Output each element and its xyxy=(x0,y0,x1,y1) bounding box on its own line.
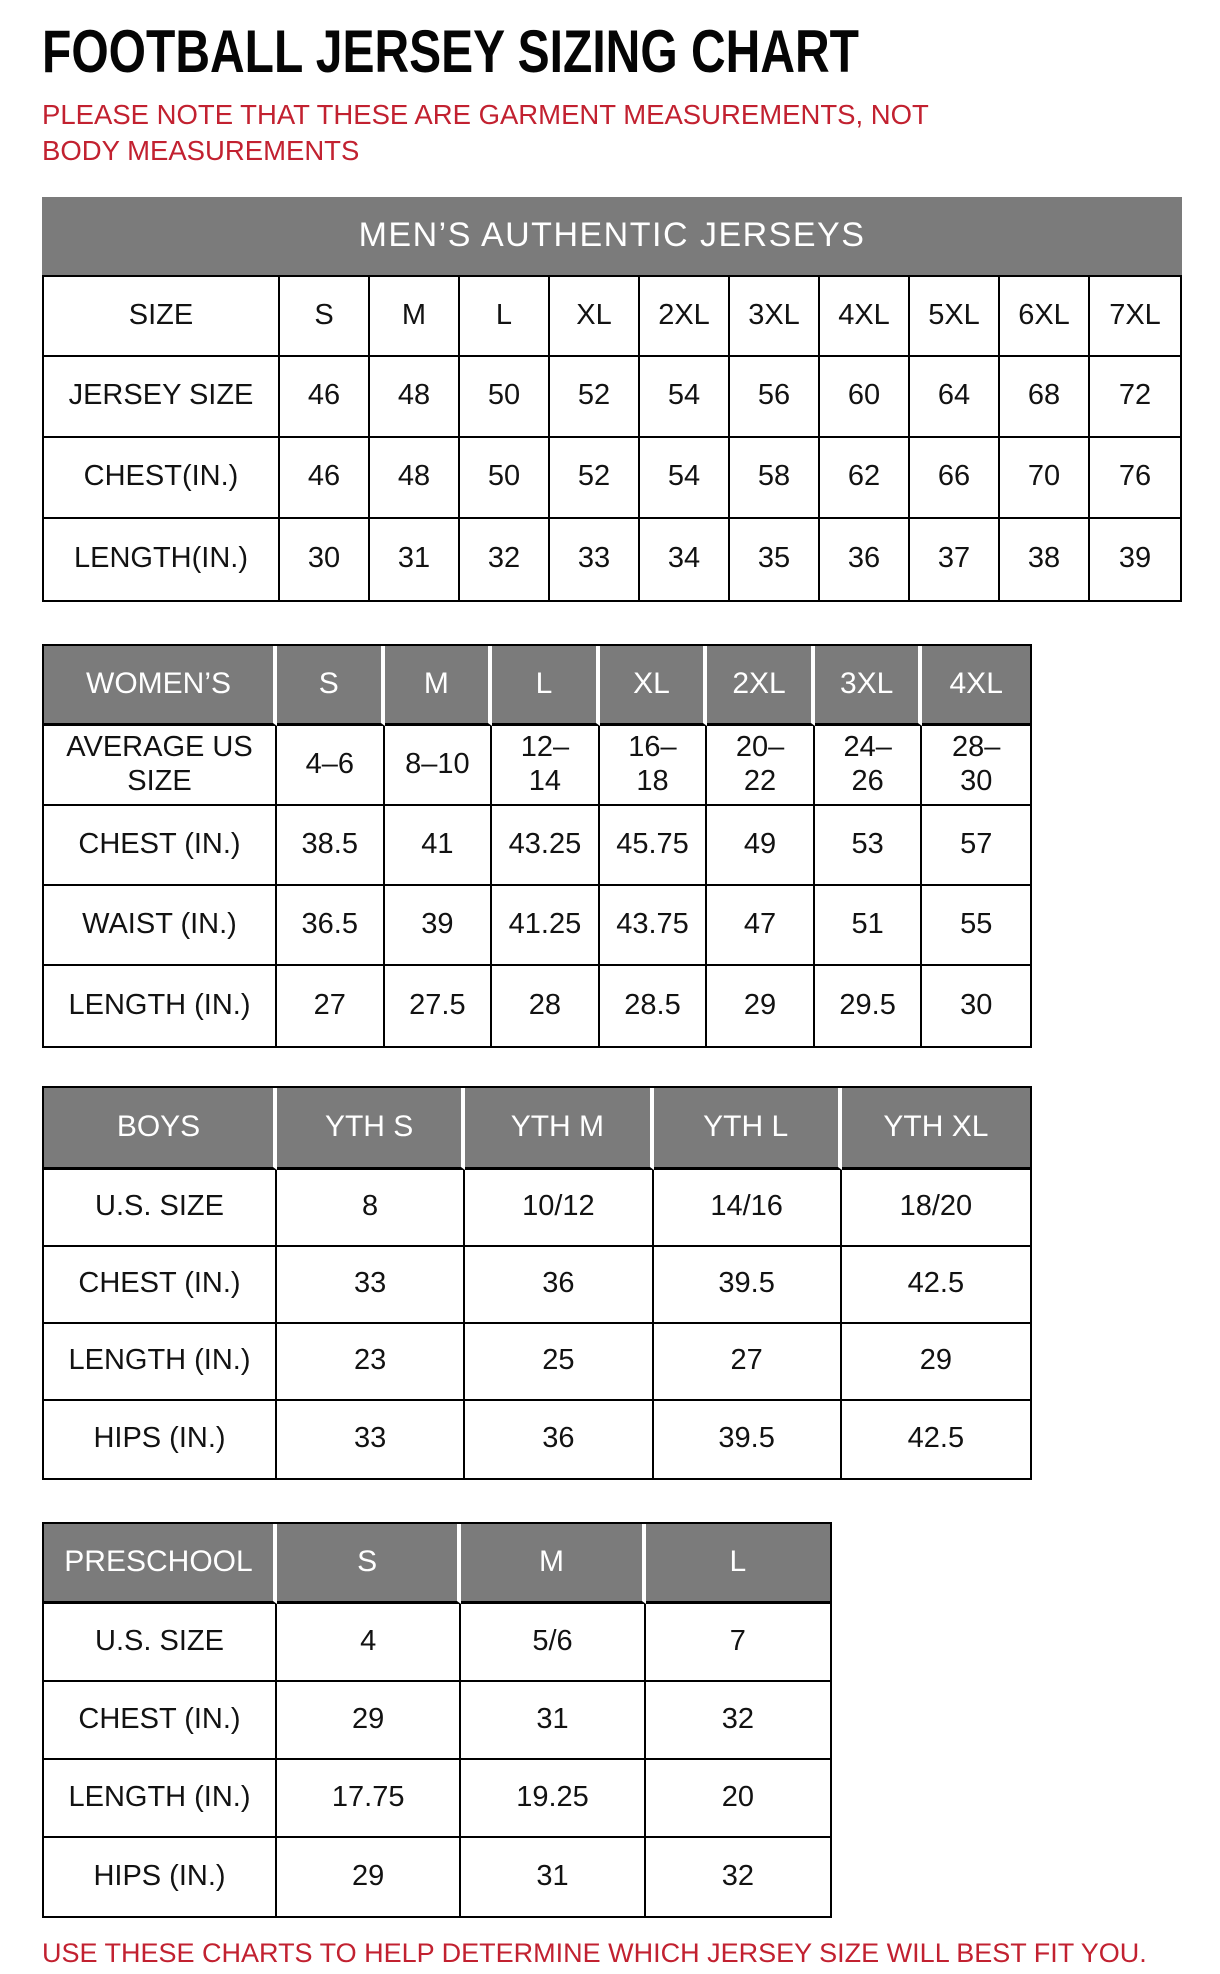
preschool-column-header: M xyxy=(461,1524,645,1604)
mens-value-cell: 76 xyxy=(1090,438,1180,519)
womens-value-cell: 28 xyxy=(492,966,600,1046)
preschool-value-cell: 7 xyxy=(646,1604,830,1682)
page-title: FOOTBALL JERSEY SIZING CHART xyxy=(42,18,859,85)
womens-column-header: 3XL xyxy=(815,646,923,726)
boys-column-header: YTH XL xyxy=(842,1088,1030,1170)
womens-value-cell: 38.5 xyxy=(277,806,385,886)
womens-value-cell: 49 xyxy=(707,806,815,886)
preschool-value-cell: 29 xyxy=(277,1682,461,1760)
boys-value-cell: 8 xyxy=(277,1170,465,1247)
mens-value-cell: 39 xyxy=(1090,519,1180,600)
womens-value-cell: 30 xyxy=(922,966,1030,1046)
womens-column-header: M xyxy=(385,646,493,726)
womens-row-label: WAIST (IN.) xyxy=(44,886,277,966)
mens-value-cell: 46 xyxy=(280,357,370,438)
mens-value-cell: 48 xyxy=(370,438,460,519)
boys-row-label: CHEST (IN.) xyxy=(44,1247,277,1324)
mens-value-cell: 62 xyxy=(820,438,910,519)
womens-value-cell: 29 xyxy=(707,966,815,1046)
womens-column-header: L xyxy=(492,646,600,726)
womens-value-cell: 36.5 xyxy=(277,886,385,966)
mens-value-cell: 38 xyxy=(1000,519,1090,600)
mens-header-label: SIZE xyxy=(44,277,280,357)
womens-value-cell: 41 xyxy=(385,806,493,886)
womens-value-cell: 28.5 xyxy=(600,966,708,1046)
mens-value-cell: 50 xyxy=(460,438,550,519)
mens-value-cell: 35 xyxy=(730,519,820,600)
boys-value-cell: 18/20 xyxy=(842,1170,1030,1247)
womens-header-label: WOMEN’S xyxy=(44,646,277,726)
preschool-row-label: HIPS (IN.) xyxy=(44,1838,277,1916)
boys-value-cell: 42.5 xyxy=(842,1401,1030,1478)
preschool-row-label: LENGTH (IN.) xyxy=(44,1760,277,1838)
mens-value-cell: 34 xyxy=(640,519,730,600)
mens-column-header: M xyxy=(370,277,460,357)
mens-column-header: XL xyxy=(550,277,640,357)
mens-value-cell: 52 xyxy=(550,357,640,438)
mens-value-cell: 50 xyxy=(460,357,550,438)
boys-value-cell: 29 xyxy=(842,1324,1030,1401)
boys-value-cell: 14/16 xyxy=(654,1170,842,1247)
preschool-value-cell: 31 xyxy=(461,1682,645,1760)
boys-row-label: HIPS (IN.) xyxy=(44,1401,277,1478)
womens-sizing-table xyxy=(42,644,1032,1048)
mens-column-header: 7XL xyxy=(1090,277,1180,357)
preschool-value-cell: 5/6 xyxy=(461,1604,645,1682)
boys-value-cell: 42.5 xyxy=(842,1247,1030,1324)
boys-value-cell: 27 xyxy=(654,1324,842,1401)
preschool-value-cell: 32 xyxy=(646,1682,830,1760)
mens-value-cell: 33 xyxy=(550,519,640,600)
boys-row-label: LENGTH (IN.) xyxy=(44,1324,277,1401)
boys-value-cell: 33 xyxy=(277,1247,465,1324)
mens-authentic-jerseys-table xyxy=(42,197,1182,602)
mens-value-cell: 37 xyxy=(910,519,1000,600)
womens-value-cell: 20–22 xyxy=(707,726,815,806)
preschool-column-header: L xyxy=(646,1524,830,1604)
boys-value-cell: 39.5 xyxy=(654,1247,842,1324)
mens-value-cell: 60 xyxy=(820,357,910,438)
preschool-header-label: PRESCHOOL xyxy=(44,1524,277,1604)
boys-header-label: BOYS xyxy=(44,1088,277,1170)
boys-sizing-table xyxy=(42,1086,1032,1480)
mens-size-grid xyxy=(42,275,1182,602)
mens-value-cell: 64 xyxy=(910,357,1000,438)
womens-column-header: S xyxy=(277,646,385,726)
boys-value-cell: 23 xyxy=(277,1324,465,1401)
boys-size-grid xyxy=(42,1086,1032,1480)
boys-column-header: YTH S xyxy=(277,1088,465,1170)
preschool-column-header: S xyxy=(277,1524,461,1604)
womens-value-cell: 43.25 xyxy=(492,806,600,886)
boys-value-cell: 36 xyxy=(465,1401,653,1478)
mens-column-header: L xyxy=(460,277,550,357)
mens-value-cell: 32 xyxy=(460,519,550,600)
womens-value-cell: 57 xyxy=(922,806,1030,886)
womens-value-cell: 12–14 xyxy=(492,726,600,806)
womens-size-grid xyxy=(42,644,1032,1048)
fit-advice-footer: USE THESE CHARTS TO HELP DETERMINE WHICH JERSEY SIZE WILL BEST FIT YOU. xyxy=(42,1937,1147,1968)
womens-value-cell: 51 xyxy=(815,886,923,966)
boys-value-cell: 10/12 xyxy=(465,1170,653,1247)
mens-row-label: JERSEY SIZE xyxy=(44,357,280,438)
womens-value-cell: 55 xyxy=(922,886,1030,966)
womens-value-cell: 4–6 xyxy=(277,726,385,806)
mens-value-cell: 31 xyxy=(370,519,460,600)
mens-column-header: 3XL xyxy=(730,277,820,357)
mens-row-label: CHEST(IN.) xyxy=(44,438,280,519)
preschool-value-cell: 31 xyxy=(461,1838,645,1916)
mens-value-cell: 46 xyxy=(280,438,370,519)
womens-value-cell: 43.75 xyxy=(600,886,708,966)
womens-value-cell: 27.5 xyxy=(385,966,493,1046)
preschool-size-grid xyxy=(42,1522,832,1918)
womens-row-label: LENGTH (IN.) xyxy=(44,966,277,1046)
preschool-row-label: U.S. SIZE xyxy=(44,1604,277,1682)
boys-value-cell: 36 xyxy=(465,1247,653,1324)
mens-value-cell: 70 xyxy=(1000,438,1090,519)
mens-value-cell: 48 xyxy=(370,357,460,438)
boys-row-label: U.S. SIZE xyxy=(44,1170,277,1247)
mens-table-title: MEN’S AUTHENTIC JERSEYS xyxy=(42,197,1182,275)
mens-value-cell: 30 xyxy=(280,519,370,600)
preschool-value-cell: 20 xyxy=(646,1760,830,1838)
mens-column-header: 2XL xyxy=(640,277,730,357)
womens-value-cell: 41.25 xyxy=(492,886,600,966)
mens-column-header: 4XL xyxy=(820,277,910,357)
mens-column-header: 5XL xyxy=(910,277,1000,357)
womens-value-cell: 24–26 xyxy=(815,726,923,806)
womens-value-cell: 27 xyxy=(277,966,385,1046)
womens-value-cell: 39 xyxy=(385,886,493,966)
boys-value-cell: 33 xyxy=(277,1401,465,1478)
preschool-value-cell: 4 xyxy=(277,1604,461,1682)
mens-value-cell: 52 xyxy=(550,438,640,519)
boys-column-header: YTH L xyxy=(654,1088,842,1170)
mens-value-cell: 54 xyxy=(640,438,730,519)
mens-column-header: S xyxy=(280,277,370,357)
preschool-value-cell: 17.75 xyxy=(277,1760,461,1838)
womens-column-header: XL xyxy=(600,646,708,726)
mens-value-cell: 72 xyxy=(1090,357,1180,438)
boys-column-header: YTH M xyxy=(465,1088,653,1170)
preschool-row-label: CHEST (IN.) xyxy=(44,1682,277,1760)
womens-column-header: 2XL xyxy=(707,646,815,726)
boys-value-cell: 25 xyxy=(465,1324,653,1401)
womens-value-cell: 29.5 xyxy=(815,966,923,1046)
preschool-value-cell: 32 xyxy=(646,1838,830,1916)
preschool-sizing-table xyxy=(42,1522,832,1918)
boys-value-cell: 39.5 xyxy=(654,1401,842,1478)
mens-value-cell: 56 xyxy=(730,357,820,438)
mens-value-cell: 68 xyxy=(1000,357,1090,438)
mens-column-header: 6XL xyxy=(1000,277,1090,357)
mens-value-cell: 54 xyxy=(640,357,730,438)
mens-row-label: LENGTH(IN.) xyxy=(44,519,280,600)
womens-row-label: AVERAGE US SIZE xyxy=(44,726,277,806)
preschool-value-cell: 19.25 xyxy=(461,1760,645,1838)
womens-value-cell: 45.75 xyxy=(600,806,708,886)
womens-row-label: CHEST (IN.) xyxy=(44,806,277,886)
garment-measurements-note: PLEASE NOTE THAT THESE ARE GARMENT MEASUREMENTS, NOT BODY MEASUREMENTS xyxy=(42,99,929,166)
mens-value-cell: 66 xyxy=(910,438,1000,519)
womens-value-cell: 53 xyxy=(815,806,923,886)
womens-value-cell: 28–30 xyxy=(922,726,1030,806)
womens-column-header: 4XL xyxy=(922,646,1030,726)
preschool-value-cell: 29 xyxy=(277,1838,461,1916)
mens-value-cell: 58 xyxy=(730,438,820,519)
womens-value-cell: 8–10 xyxy=(385,726,493,806)
womens-value-cell: 47 xyxy=(707,886,815,966)
womens-value-cell: 16–18 xyxy=(600,726,708,806)
mens-value-cell: 36 xyxy=(820,519,910,600)
